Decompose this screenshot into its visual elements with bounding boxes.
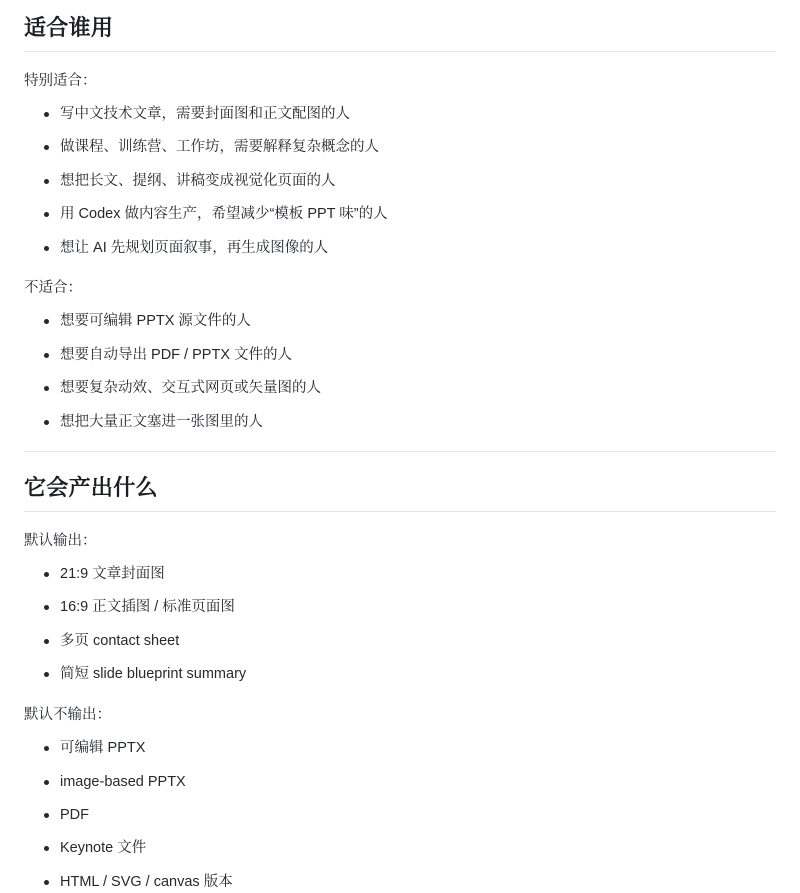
list-item: HTML / SVG / canvas 版本 [60, 871, 776, 893]
list-item: 做课程、训练营、工作坊，需要解释复杂概念的人 [60, 136, 776, 158]
group-lead: 默认输出： [24, 532, 97, 549]
list-item: 想要自动导出 PDF / PPTX 文件的人 [60, 344, 776, 366]
bullet-list [24, 563, 776, 686]
section-audience [24, 14, 776, 433]
section-outputs [24, 474, 776, 893]
group-lead: 不适合： [24, 280, 82, 297]
list-item: 简短 slide blueprint summary [60, 663, 776, 685]
section-heading: 它会产出什么 [24, 474, 776, 512]
list-item: 写中文技术文章，需要封面图和正文配图的人 [60, 103, 776, 125]
list-item: 想把长文、提纲、讲稿变成视觉化页面的人 [60, 170, 776, 192]
list-item: 想要可编辑 PPTX 源文件的人 [60, 310, 776, 332]
list-item: 想把大量正文塞进一张图里的人 [60, 411, 776, 433]
list-item: 21:9 文章封面图 [60, 563, 776, 585]
list-item: 16:9 正文插图 / 标准页面图 [60, 596, 776, 618]
section-divider [24, 451, 776, 452]
group-lead: 默认不输出： [24, 706, 111, 723]
list-item: Keynote 文件 [60, 837, 776, 859]
list-item: 想要复杂动效、交互式网页或矢量图的人 [60, 377, 776, 399]
bullet-list [24, 737, 776, 893]
list-item: PDF [60, 804, 776, 826]
bullet-list [24, 310, 776, 433]
list-item: 想让 AI 先规划页面叙事，再生成图像的人 [60, 237, 776, 259]
group-lead: 特别适合： [24, 72, 97, 89]
list-item: 用 Codex 做内容生产，希望减少“模板 PPT 味”的人 [60, 203, 776, 225]
list-item: 可编辑 PPTX [60, 737, 776, 759]
list-item: image-based PPTX [60, 771, 776, 793]
section-heading: 适合谁用 [24, 14, 776, 52]
list-item: 多页 contact sheet [60, 630, 776, 652]
bullet-list [24, 103, 776, 259]
